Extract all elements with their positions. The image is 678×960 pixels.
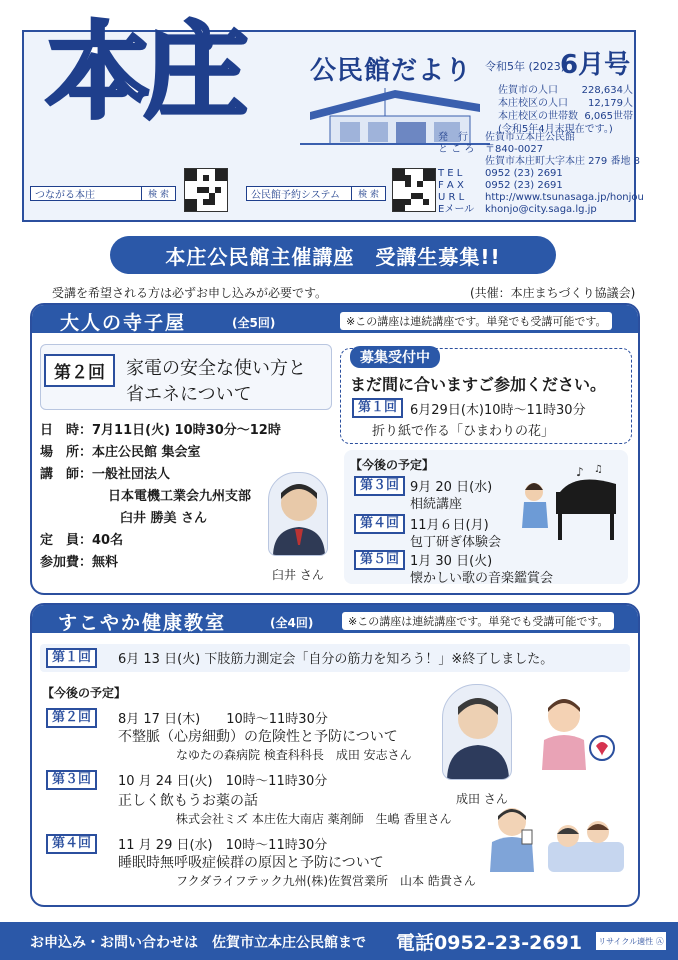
health-speaker-3: 株式会社ミズ 本庄佐大南店 薬剤師 生嶋 香里さん (176, 812, 452, 826)
qr-code-icon[interactable] (184, 168, 228, 212)
session-title-line2: 省エネについて (126, 384, 252, 405)
svg-text:♫: ♫ (594, 464, 603, 475)
speaker-caption: 成田 さん (456, 792, 508, 806)
search-button[interactable]: 検 索 (351, 187, 385, 200)
recruit-session-tag: 第１回 (352, 398, 403, 418)
heart-ache-illustration (530, 690, 624, 770)
section-notice: ※この講座は連続講座です。単発でも受講可能です。 (340, 312, 612, 330)
application-note: 受講を希望される方は必ずお申し込みが必要です。 (52, 286, 328, 300)
svg-text:♪: ♪ (576, 465, 584, 479)
email-link[interactable]: khonjo@city.saga.lg.jp (485, 204, 597, 215)
person-icon (269, 473, 328, 556)
recruit-tag: 募集受付中 (350, 346, 440, 368)
future-date-5: 1月 30 日(火) (410, 554, 493, 569)
health-title-4: 睡眠時無呼吸症候群の原因と予防について (118, 855, 384, 871)
piano-illustration (516, 462, 620, 548)
first-session-text: 6月 13 日(火) 下肢筋力測定会「自分の筋力を知ろう！」※終了しました。 (118, 652, 554, 667)
health-title-2: 不整脈（心房細動）の危険性と予防について (118, 729, 398, 745)
issue-label: 6月号 (560, 50, 631, 80)
speaker-caption: 臼井 さん (272, 568, 324, 582)
recruit-session-desc: 折り紙で作る「ひまわりの花」 (372, 424, 555, 439)
speaker-photo (442, 684, 512, 780)
qr-code-icon[interactable] (392, 168, 436, 212)
session-details: 日 時：7月11日(火) 10時30分～12時 場 所：本庄公民館 集会室 講 師：一般社団法人 日本電機工業会九州支部 臼井 勝美 さん 定 員：40名 参加費：無料 (40, 423, 281, 570)
session-title-line1: 家電の安全な使い方と (126, 358, 306, 379)
recruit-headline: まだ間に合いますご参加ください。 (350, 375, 607, 394)
recruit-session-date: 6月29日(木)10時～11時30分 (410, 403, 586, 418)
health-speaker-2: なゆたの森病院 検査科科長 成田 安志さん (176, 748, 412, 762)
era-label: 令和5年 (2023) (485, 60, 566, 73)
newsletter-title: 本庄 (46, 10, 243, 133)
footer-inquiry: お申込み・お問い合わせは 佐賀市立本庄公民館まで (30, 935, 366, 951)
contact-block: 発 行 佐賀市立本庄公民館 と こ ろ 〒840-0027 佐賀市本庄町大字本庄 279 番地 8 T E L 0952 (23) 2691 F A X 0952 (23) 2691 U R L http://www.tsunasaga.jp/honjou Eメール khonjo@city.saga.lg.jp (438, 132, 644, 215)
future-date-3: 9月 20 日(水) (410, 480, 493, 495)
section-count: (全4回) (270, 616, 314, 630)
health-date-3: 10 月 24 日(火) 10時～11時30分 (118, 774, 328, 789)
health-speaker-4: フクダライフテック九州(株)佐賀営業所 山本 皓貴さん (176, 874, 476, 888)
health-tag-3: 第３回 (46, 770, 97, 790)
section-title: 大人の寺子屋 (60, 312, 187, 334)
health-title-3: 正しく飲もうお薬の話 (118, 793, 258, 809)
future-tag-3: 第３回 (354, 476, 405, 496)
search-box-reservation[interactable]: 公民館予約システム 検 索 (246, 186, 386, 201)
future-label: 【今後の予定】 (350, 458, 435, 472)
footer-phone[interactable]: 電話0952-23-2691 (396, 932, 582, 954)
url-link[interactable]: http://www.tsunasaga.jp/honjou (485, 192, 644, 203)
future-tag-4: 第４回 (354, 514, 405, 534)
recycle-mark: リサイクル適性 Ⓐ (596, 932, 666, 950)
section-title: すこやか健康教室 (58, 612, 227, 634)
future-desc-3: 相続講座 (410, 497, 463, 512)
newsletter-subtitle: 公民館だより (310, 56, 473, 86)
health-tag-4: 第４回 (46, 834, 97, 854)
future-desc-4: 包丁研ぎ体験会 (410, 535, 502, 550)
future-desc-5: 懐かしい歌の音楽鑑賞会 (410, 571, 554, 586)
recruitment-banner: 本庄公民館主催講座 受講生募集!! (110, 236, 556, 274)
section-notice: ※この講座は連続講座です。単発でも受講可能です。 (342, 612, 614, 630)
medicine-illustration (484, 802, 540, 872)
health-date-2: 8月 17 日(木) 10時～11時30分 (118, 712, 328, 727)
cosponsor-note: (共催：本庄まちづくり協議会) (470, 286, 636, 300)
population-block: 佐賀市の人口 228,634人 本庄校区の人口 12,179人 本庄校区の世帯数 6,065世帯 (令和5年4月末現在です。) (498, 85, 633, 135)
future-label: 【今後の予定】 (42, 686, 127, 700)
health-date-4: 11 月 29 日(水) 10時～11時30分 (118, 838, 328, 853)
speaker-photo (268, 472, 328, 556)
session-tag: 第２回 (44, 354, 115, 387)
sleeping-illustration (546, 812, 626, 876)
future-tag-5: 第５回 (354, 550, 405, 570)
future-date-4: 11月６日(月) (410, 518, 489, 533)
first-session-tag: 第１回 (46, 648, 97, 668)
search-box-tsunagaru[interactable]: つながる本庄 検 索 (30, 186, 176, 201)
search-button[interactable]: 検 索 (141, 187, 175, 200)
health-tag-2: 第２回 (46, 708, 97, 728)
section-count: (全5回) (232, 316, 276, 330)
person-icon (443, 685, 512, 780)
